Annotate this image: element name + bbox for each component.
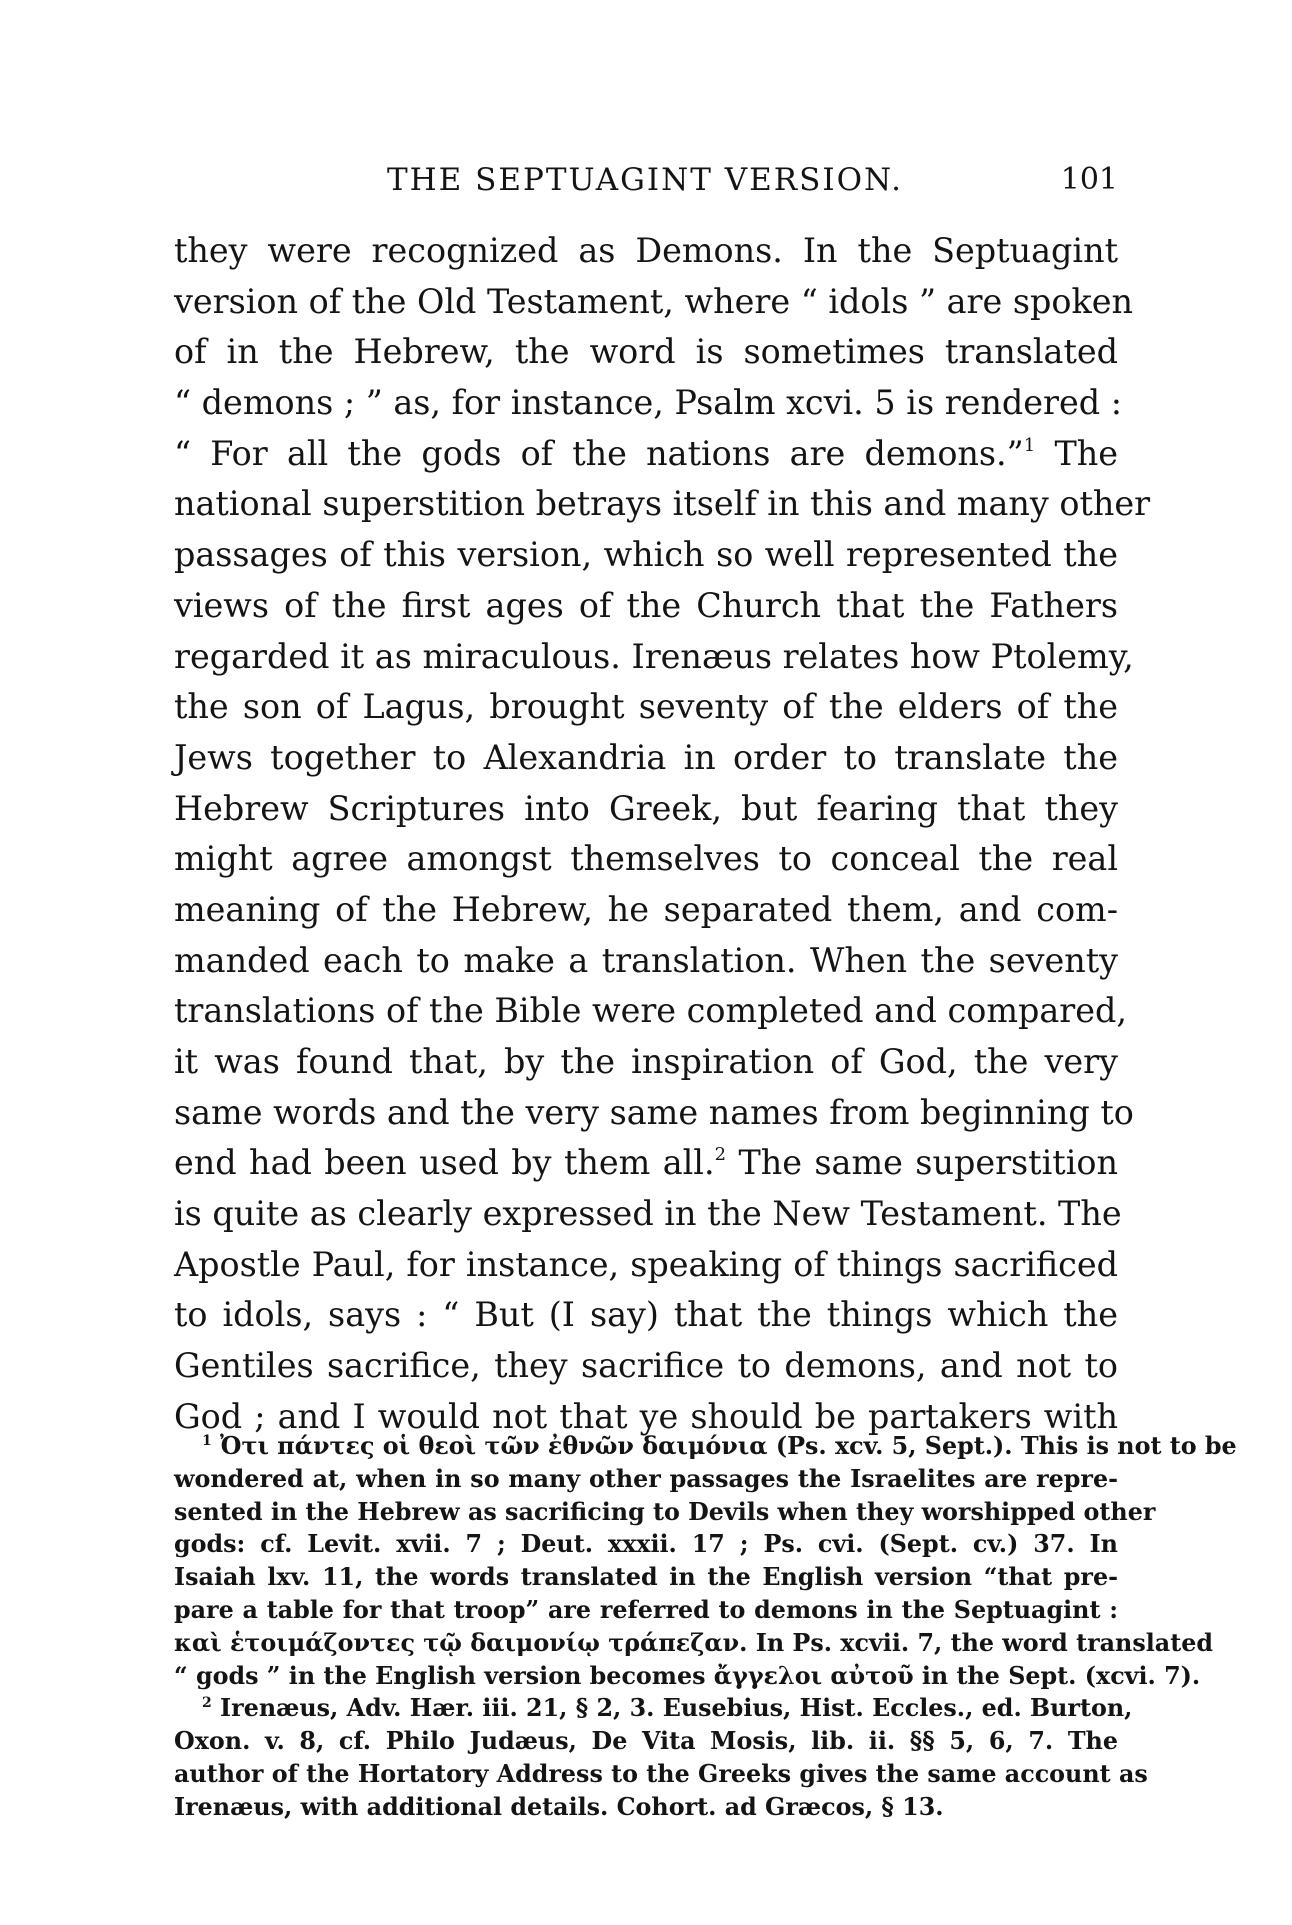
text-segment: Irenæus, Adv. Hær. iii. 21, § 2, 3. Eusebius, Hist. Eccles., ed. Burton, [220, 1694, 1133, 1723]
text-line: is quite as clearly expressed in the New Testament. The [174, 1194, 1122, 1234]
text-segment: The same superstition [738, 1143, 1118, 1183]
footnote-line: Oxon. v. 8, cf. Philo Judæus, De Vita Mosis, lib. ii. §§ 5, 6, 7. The [174, 1727, 1118, 1756]
text-line: national superstition betrays itself in this and many other [174, 484, 1151, 524]
footnote-line: καὶ ἑτοιμάζοντες τῷ δαιμονίῳ τράπεζαν. In Ps. xcvii. 7, the word translated [174, 1628, 1213, 1657]
footnote-line: Irenæus, with additional details. Cohort. ad Græcos, § 13. [174, 1792, 944, 1821]
text-line: meaning of the Hebrew, he separated them, and com- [174, 889, 1118, 929]
text-segment: “ For all the gods of the nations are demons.” [174, 433, 1024, 473]
footnote-line [174, 1430, 1237, 1463]
text-line: Jews together to Alexandria in order to translate the [174, 737, 1118, 777]
text-line: of in the Hebrew, the word is sometimes translated [174, 332, 1118, 372]
text-line: might agree amongst themselves to conceal the real [174, 839, 1118, 879]
footnote-ref-2: 2 [714, 1144, 727, 1166]
text-line [174, 1138, 1118, 1189]
body-text [174, 226, 1151, 1443]
text-line: they were recognized as Demons. In the Septuagint [174, 231, 1118, 270]
text-line: the son of Lagus, brought seventy of the elders of the [174, 687, 1118, 727]
text-line: God ; and I would not that ye should be partakers with [174, 1396, 1118, 1436]
text-line: Gentiles sacrifice, they sacrifice to demons, and not to [174, 1346, 1118, 1386]
text-line: to idols, says : “ But (I say) that the things which the [174, 1295, 1118, 1335]
footnote-line: pare a table for that troop” are referred to demons in the Septuagint : [174, 1595, 1118, 1624]
footnote-line: gods: cf. Levit. xvii. 7 ; Deut. xxxii. 17 ; Ps. cvi. (Sept. cv.) 37. In [174, 1530, 1118, 1559]
text-segment: The [1054, 433, 1118, 473]
page-number: 101 [1060, 162, 1118, 197]
footnote-line: Isaiah lxv. 11, the words translated in the English version “that pre- [174, 1563, 1118, 1592]
text-line: Apostle Paul, for instance, speaking of things sacrificed [174, 1244, 1118, 1284]
text-line: views of the first ages of the Church that the Fathers [174, 585, 1118, 625]
footnote-line: wondered at, when in so many other passages the Israelites are repre- [174, 1464, 1118, 1493]
running-title: THE SEPTUAGINT VERSION. [386, 162, 904, 198]
text-line: Hebrew Scriptures into Greek, but fearing that they [174, 788, 1118, 828]
footnote-marker-2: 2 [202, 1695, 212, 1712]
running-header [172, 160, 1118, 204]
text-line: version of the Old Testament, where “ idols ” are spoken [174, 281, 1134, 321]
text-line: same words and the very same names from beginning to [174, 1092, 1134, 1132]
text-line: “ demons ; ” as, for instance, Psalm xcvi. 5 is rendered : [174, 383, 1123, 423]
text-line: regarded it as miraculous. Irenæus relates how Ptolemy, [174, 636, 1134, 676]
footnotes [174, 1430, 1237, 1824]
text-line: translations of the Bible were completed and compared, [174, 991, 1127, 1031]
text-segment: Ὀτι πάντες οἱ θεοὶ τῶν ἐθνῶν δαιμόνια (Ps. xcv. 5, Sept.). This is not to be [220, 1432, 1237, 1460]
footnote-line: sented in the Hebrew as sacrificing to Devils when they worshipped other [174, 1497, 1156, 1526]
footnote-line: “ gods ” in the English version becomes ἄγγελοι αὐτοῦ in the Sept. (xcvi. 7). [174, 1661, 1201, 1690]
footnote-ref-1: 1 [1023, 434, 1036, 456]
text-line: passages of this version, which so well represented the [174, 535, 1118, 575]
text-line [174, 429, 1118, 480]
footnote-marker-1: 1 [202, 1433, 212, 1449]
footnote-line [174, 1692, 1133, 1725]
text-segment: end had been used by them all. [174, 1143, 715, 1183]
text-line: it was found that, by the inspiration of God, the very [174, 1042, 1118, 1081]
footnote-line: author of the Hortatory Address to the Greeks gives the same account as [174, 1759, 1148, 1788]
text-line: manded each to make a translation. When the seventy [174, 940, 1118, 980]
